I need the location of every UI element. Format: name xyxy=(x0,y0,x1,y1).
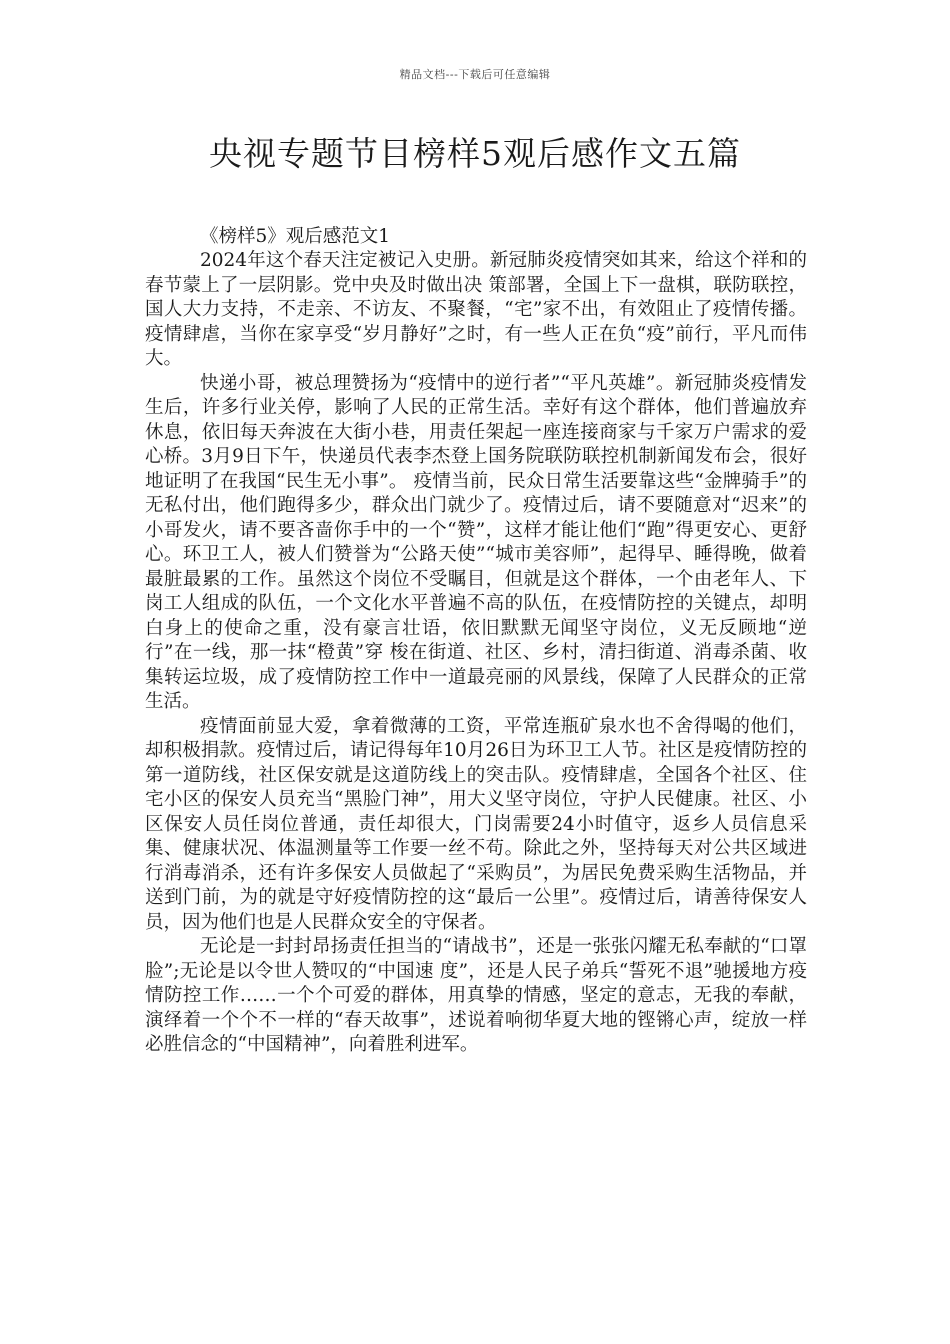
header-note: 精品文档---下载后可任意编辑 xyxy=(399,68,551,81)
paragraph-3: 疫情面前显大爱，拿着微薄的工资，平常连瓶矿泉水也不舍得喝的他们，却积极捐款。疫情过后，请记得每年10月26日为环卫工人节。社区是疫情防控的第一道防线，社区保安就是这道防线上的突击队。疫情肆虐，全国各个社区、住宅小区的保安人员充当“黑脸门神”，用大义坚守岗位，守护人民健康。社区、小区保安人员任岗位普通，责任却很大，门岗需要24小时值守，返乡人员信息采集、健康状况、体温测量等工作要一丝不苟。除此之外，坚持每天对公共区域进行消毒消杀，还有许多保安人员做起了“采购员”，为居民免费采购生活物品，并送到门前，为的就是守好疫情防控的这“最后一公里”。疫情过后，请善待保安人员，因为他们也是人民群众安全的守保者。 xyxy=(145,715,807,933)
paragraph-1: 2024年这个春天注定被记入史册。新冠肺炎疫情突如其来，给这个祥和的春节蒙上了一层阴影。党中央及时做出决 策部署，全国上下一盘棋，联防联控，国人大力支持，不走亲、不访友、不聚餐，“宅”家不出，有效阻止了疫情传播。疫情肆虐，当你在家享受“岁月静好”之时，有一些人正在负“疫”前行，平凡而伟大。 xyxy=(145,250,807,369)
section-heading: 《榜样5》观后感范文1 xyxy=(200,226,391,247)
paragraph-2: 快递小哥，被总理赞扬为“疫情中的逆行者”“平凡英雄”。新冠肺炎疫情发生后，许多行业关停，影响了人民的正常生活。幸好有这个群体，他们普遍放弃休息，依旧每天奔波在大街小巷，用责任架起一座连接商家与千家万户需求的爱心桥。3月9日下午，快递员代表李杰登上国务院联防联控机制新闻发布会，很好地证明了在我国“民生无小事”。 疫情当前，民众日常生活要靠这些“金牌骑手”的无私付出，他们跑得多少，群众出门就少了。疫情过后，请不要随意对“迟来”的小哥发火，请不要吝啬你手中的一个“赞”，这样才能让他们“跑”得更安心、更舒心。环卫工人，被人们赞誉为“公路天使”“城市美容师”，起得早、睡得晚，做着最脏最累的工作。虽然这个岗位不受瞩目，但就是这个群体，一个由老年人、下岗工人组成的队伍，一个文化水平普遍不高的队伍，在疫情防控的关键点，却明白身上的使命之重，没有豪言壮语，依旧默默无闻坚守岗位，义无反顾地“逆行”在一线，那一抹“橙黄”穿 梭在街道、社区、乡村，清扫街道、消毒杀菌、收集转运垃圾，成了疫情防控工作中一道最亮丽的风景线，保障了人民群众的正常生活。 xyxy=(145,372,807,712)
document-title: 央视专题节目榜样5观后感作文五篇 xyxy=(209,134,741,173)
document-body xyxy=(145,224,807,1058)
paragraph-4: 无论是一封封昂扬责任担当的“请战书”，还是一张张闪耀无私奉献的“口罩脸”;无论是以令世人赞叹的“中国速 度”，还是人民子弟兵“誓死不退”驰援地方疫情防控工作……一个个可爱的群体，用真挚的情感，坚定的意志，无我的奉献，演绎着一个个不一样的“春天故事”，述说着响彻华夏大地的铿锵心声，绽放一样必胜信念的“中国精神”，向着胜利进军。 xyxy=(145,936,807,1055)
